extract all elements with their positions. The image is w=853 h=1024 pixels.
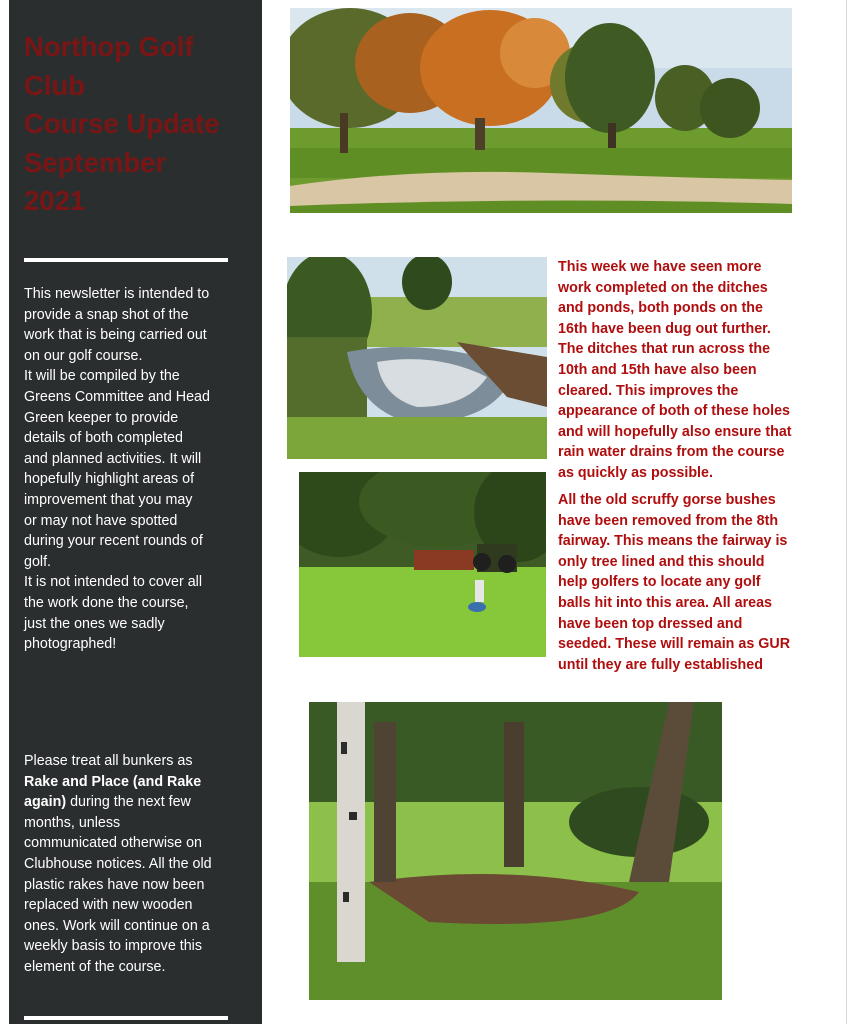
gorse-line: help golfers to locate any golf (558, 574, 761, 591)
gorse-line: until they are fully established (558, 656, 763, 673)
title-line: Course Update (24, 108, 220, 139)
gorse-line: seeded. These will remain as GUR (558, 636, 791, 653)
photo-pond-16th (287, 257, 547, 459)
bunkers-line: Please treat all bunkers as (24, 753, 193, 769)
intro-line: during your recent rounds of (24, 533, 203, 550)
ditches-line: 16th have been dug out further. (558, 320, 771, 337)
title-line: 2021 (24, 185, 86, 216)
gorse-line: fairway. This means the fairway is (558, 533, 788, 550)
intro-paragraph (24, 284, 239, 655)
gorse-line: have been removed from the 8th (558, 512, 779, 529)
bunkers-line: communicated otherwise on (24, 835, 203, 852)
title-line: September (24, 146, 167, 178)
again-text: again) (24, 794, 67, 811)
intro-line: details of both completed (24, 430, 183, 447)
ditches-line: rain water drains from the course (558, 444, 785, 461)
bunkers-line: replaced with new wooden (24, 897, 193, 914)
intro-line: golf. (24, 553, 52, 570)
ditches-line: work completed on the ditches (558, 279, 768, 296)
intro-line: or may not have spotted (24, 512, 178, 529)
intro-line: the work done the course, (24, 594, 189, 611)
ditches-line: appearance of both of these holes (558, 403, 790, 420)
bunkers-line: months, unless (24, 814, 121, 831)
intro-line: on our golf course. (24, 347, 143, 364)
during-text: during the next few (66, 794, 191, 811)
title-line: Club (24, 69, 86, 101)
gorse-line: only tree lined and this should (558, 553, 765, 570)
intro-line: provide a snap shot of the (24, 306, 189, 323)
gorse-paragraph (558, 490, 818, 675)
intro-line: This newsletter is intended to (24, 286, 210, 302)
title-line: Northop Golf (24, 31, 194, 62)
intro-line: It is not intended to cover all (24, 574, 203, 591)
ditches-line: cleared. This improves the (558, 382, 739, 399)
bunkers-paragraph (24, 751, 239, 978)
photo-8th-fairway-mowing (299, 472, 546, 657)
bunkers-line: plastic rakes have now been (24, 876, 205, 893)
bunkers-line: ones. Work will continue on a (24, 917, 210, 934)
intro-line: work that is being carried out (24, 327, 207, 344)
intro-line: photographed! (24, 636, 117, 653)
bunkers-line: weekly basis to improve this (24, 938, 202, 955)
gorse-line: have been top dressed and (558, 615, 743, 632)
page-margin-left (0, 0, 8, 1024)
bunkers-line: element of the course. (24, 958, 166, 975)
photo-tree-lined-fairway (309, 702, 722, 1000)
ditches-line: as quickly as possible. (558, 464, 713, 481)
ditches-line: 10th and 15th have also been (558, 361, 757, 378)
gorse-line: All the old scruffy gorse bushes (558, 492, 776, 508)
intro-line: and planned activities. It will (24, 450, 202, 467)
gorse-line: balls hit into this area. All areas (558, 594, 772, 611)
ditches-line: and ponds, both ponds on the (558, 300, 763, 317)
ditches-line: and will hopefully also ensure that (558, 423, 792, 440)
photo-autumn-fairway-bunker (290, 8, 792, 213)
intro-line: It will be compiled by the (24, 368, 180, 385)
sidebar-divider-bottom (24, 1016, 228, 1020)
newsletter-title (24, 28, 234, 221)
intro-line: improvement that you may (24, 491, 193, 508)
bunkers-line-mixed (24, 792, 239, 813)
intro-line: Greens Committee and Head (24, 388, 210, 405)
bunkers-line: Clubhouse notices. All the old (24, 855, 212, 872)
ditches-line: This week we have seen more (558, 259, 762, 275)
page-margin-right (846, 0, 853, 1024)
intro-line: Green keeper to provide (24, 409, 179, 426)
intro-line: hopefully highlight areas of (24, 471, 195, 488)
intro-line: just the ones we sadly (24, 615, 165, 632)
ditches-paragraph (558, 257, 818, 484)
sidebar-divider-top (24, 258, 228, 262)
bunkers-line-bold (24, 772, 239, 793)
rake-and-place-text: Rake and Place (and Rake (24, 773, 202, 790)
ditches-line: The ditches that run across the (558, 341, 771, 358)
